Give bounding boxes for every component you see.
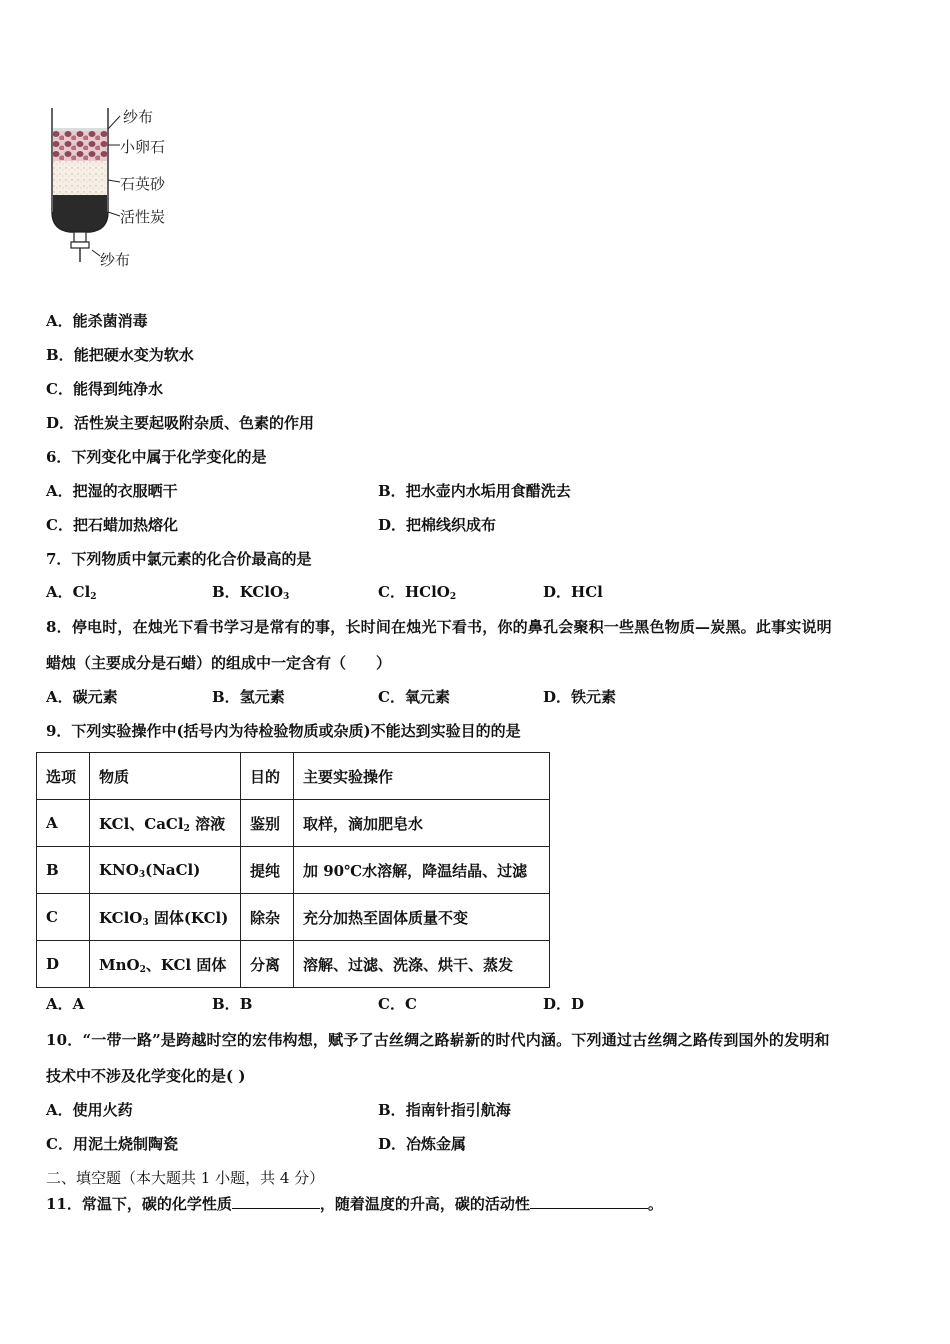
row-substance: KClO$_3$ 固体(KCl) [90,894,241,941]
q8-option-d: D．铁元素 [543,688,617,706]
q7-stem: 7．下列物质中氯元素的化合价最高的是 [46,550,312,568]
row-purpose: 提纯 [241,847,294,894]
row-operation: 加 90℃水溶解，降温结晶、过滤 [294,847,550,894]
q5-option-b: B．能把硬水变为软水 [46,346,194,364]
header-substance: 物质 [90,753,241,800]
row-purpose: 鉴别 [241,800,294,847]
label-gauze-top: 纱布 [123,108,154,126]
q10-stem-line1: 10．“一带一路”是跨越时空的宏伟构想，赋予了古丝绸之路崭新的时代内涵。下列通过古丝绸之路传到国外的发明和 [46,1031,830,1049]
q8-stem-line1: 8．停电时，在烛光下看书学习是常有的事，长时间在烛光下看书，你的鼻孔会聚积一些黑色物质—炭黑。此事实说明 [46,618,832,636]
row-option: B [37,847,90,894]
q8-option-b: B．氢元素 [212,688,285,706]
q9-option-a: A．A [46,995,85,1013]
q11-part3: 。 [647,1195,663,1213]
table-row [37,800,550,847]
q10-option-b: B．指南针指引航海 [378,1101,511,1119]
q6-option-d: D．把棉线织成布 [378,516,497,534]
row-option: A [37,800,90,847]
q5-option-c: C．能得到纯净水 [46,380,163,398]
q7-option-a: A．$Cl_2$ [46,583,97,602]
table-row [37,847,550,894]
q10-stem-line2: 技术中不涉及化学变化的是( ) [46,1067,246,1085]
q9-stem: 9．下列实验操作中(括号内为待检验物质或杂质)不能达到实验目的的是 [46,722,521,740]
row-operation: 溶解、过滤、洗涤、烘干、蒸发 [294,941,550,988]
q9-option-c: C．C [378,995,417,1013]
q10-option-d: D．冶炼金属 [378,1135,467,1153]
q8-option-a: A．碳元素 [46,688,118,706]
q7-option-c: C．HClO$_2$ [378,583,457,602]
q5-option-a: A．能杀菌消毒 [46,312,148,330]
label-gauze-bottom: 纱布 [100,251,131,269]
q11-blank-1[interactable] [232,1194,320,1209]
q10-option-a: A．使用火药 [46,1101,133,1119]
q11-part2: ，随着温度的升高，碳的活动性 [319,1195,530,1213]
q6-option-c: C．把石蜡加热熔化 [46,516,178,534]
q5-option-d: D．活性炭主要起吸附杂质、色素的作用 [46,414,315,432]
table-header-row [37,753,550,800]
table-row [37,941,550,988]
label-pebbles: 小卵石 [120,138,166,156]
q9-experiment-table [36,752,550,988]
q11-blank-2[interactable] [530,1194,648,1209]
header-operation: 主要实验操作 [294,753,550,800]
row-substance: KCl、CaCl$_2$ 溶液 [90,800,241,847]
water-filter-figure [40,100,200,275]
label-activated-carbon: 活性炭 [120,208,166,226]
q7-option-b: B．KClO$_3$ [212,583,290,602]
q6-stem: 6．下列变化中属于化学变化的是 [46,448,267,466]
row-substance: MnO$_2$、KCl 固体 [90,941,241,988]
header-option: 选项 [37,753,90,800]
row-purpose: 分离 [241,941,294,988]
q6-option-b: B．把水壶内水垢用食醋洗去 [378,482,571,500]
row-operation: 充分加热至固体质量不变 [294,894,550,941]
q10-option-c: C．用泥土烧制陶瓷 [46,1135,178,1153]
q11-part1: 11．常温下，碳的化学性质 [46,1195,232,1213]
q9-option-b: B．B [212,995,253,1013]
header-purpose: 目的 [241,753,294,800]
table-row [37,894,550,941]
label-quartz-sand: 石英砂 [120,175,166,193]
q8-stem-line2: 蜡烛（主要成分是石蜡）的组成中一定含有（ ） [46,654,392,672]
q11-fill-in [46,1194,663,1214]
q7-option-d: D．HCl [543,583,603,601]
row-substance: $KNO_3(NaCl)$ [90,847,241,894]
row-option: D [37,941,90,988]
q8-option-c: C．氧元素 [378,688,450,706]
section-title: 二、填空题（本大题共 1 小题，共 4 分） [46,1169,325,1187]
q9-option-d: D．D [543,995,585,1013]
q6-option-a: A．把湿的衣服晒干 [46,482,178,500]
row-purpose: 除杂 [241,894,294,941]
row-option: C [37,894,90,941]
row-operation: 取样，滴加肥皂水 [294,800,550,847]
